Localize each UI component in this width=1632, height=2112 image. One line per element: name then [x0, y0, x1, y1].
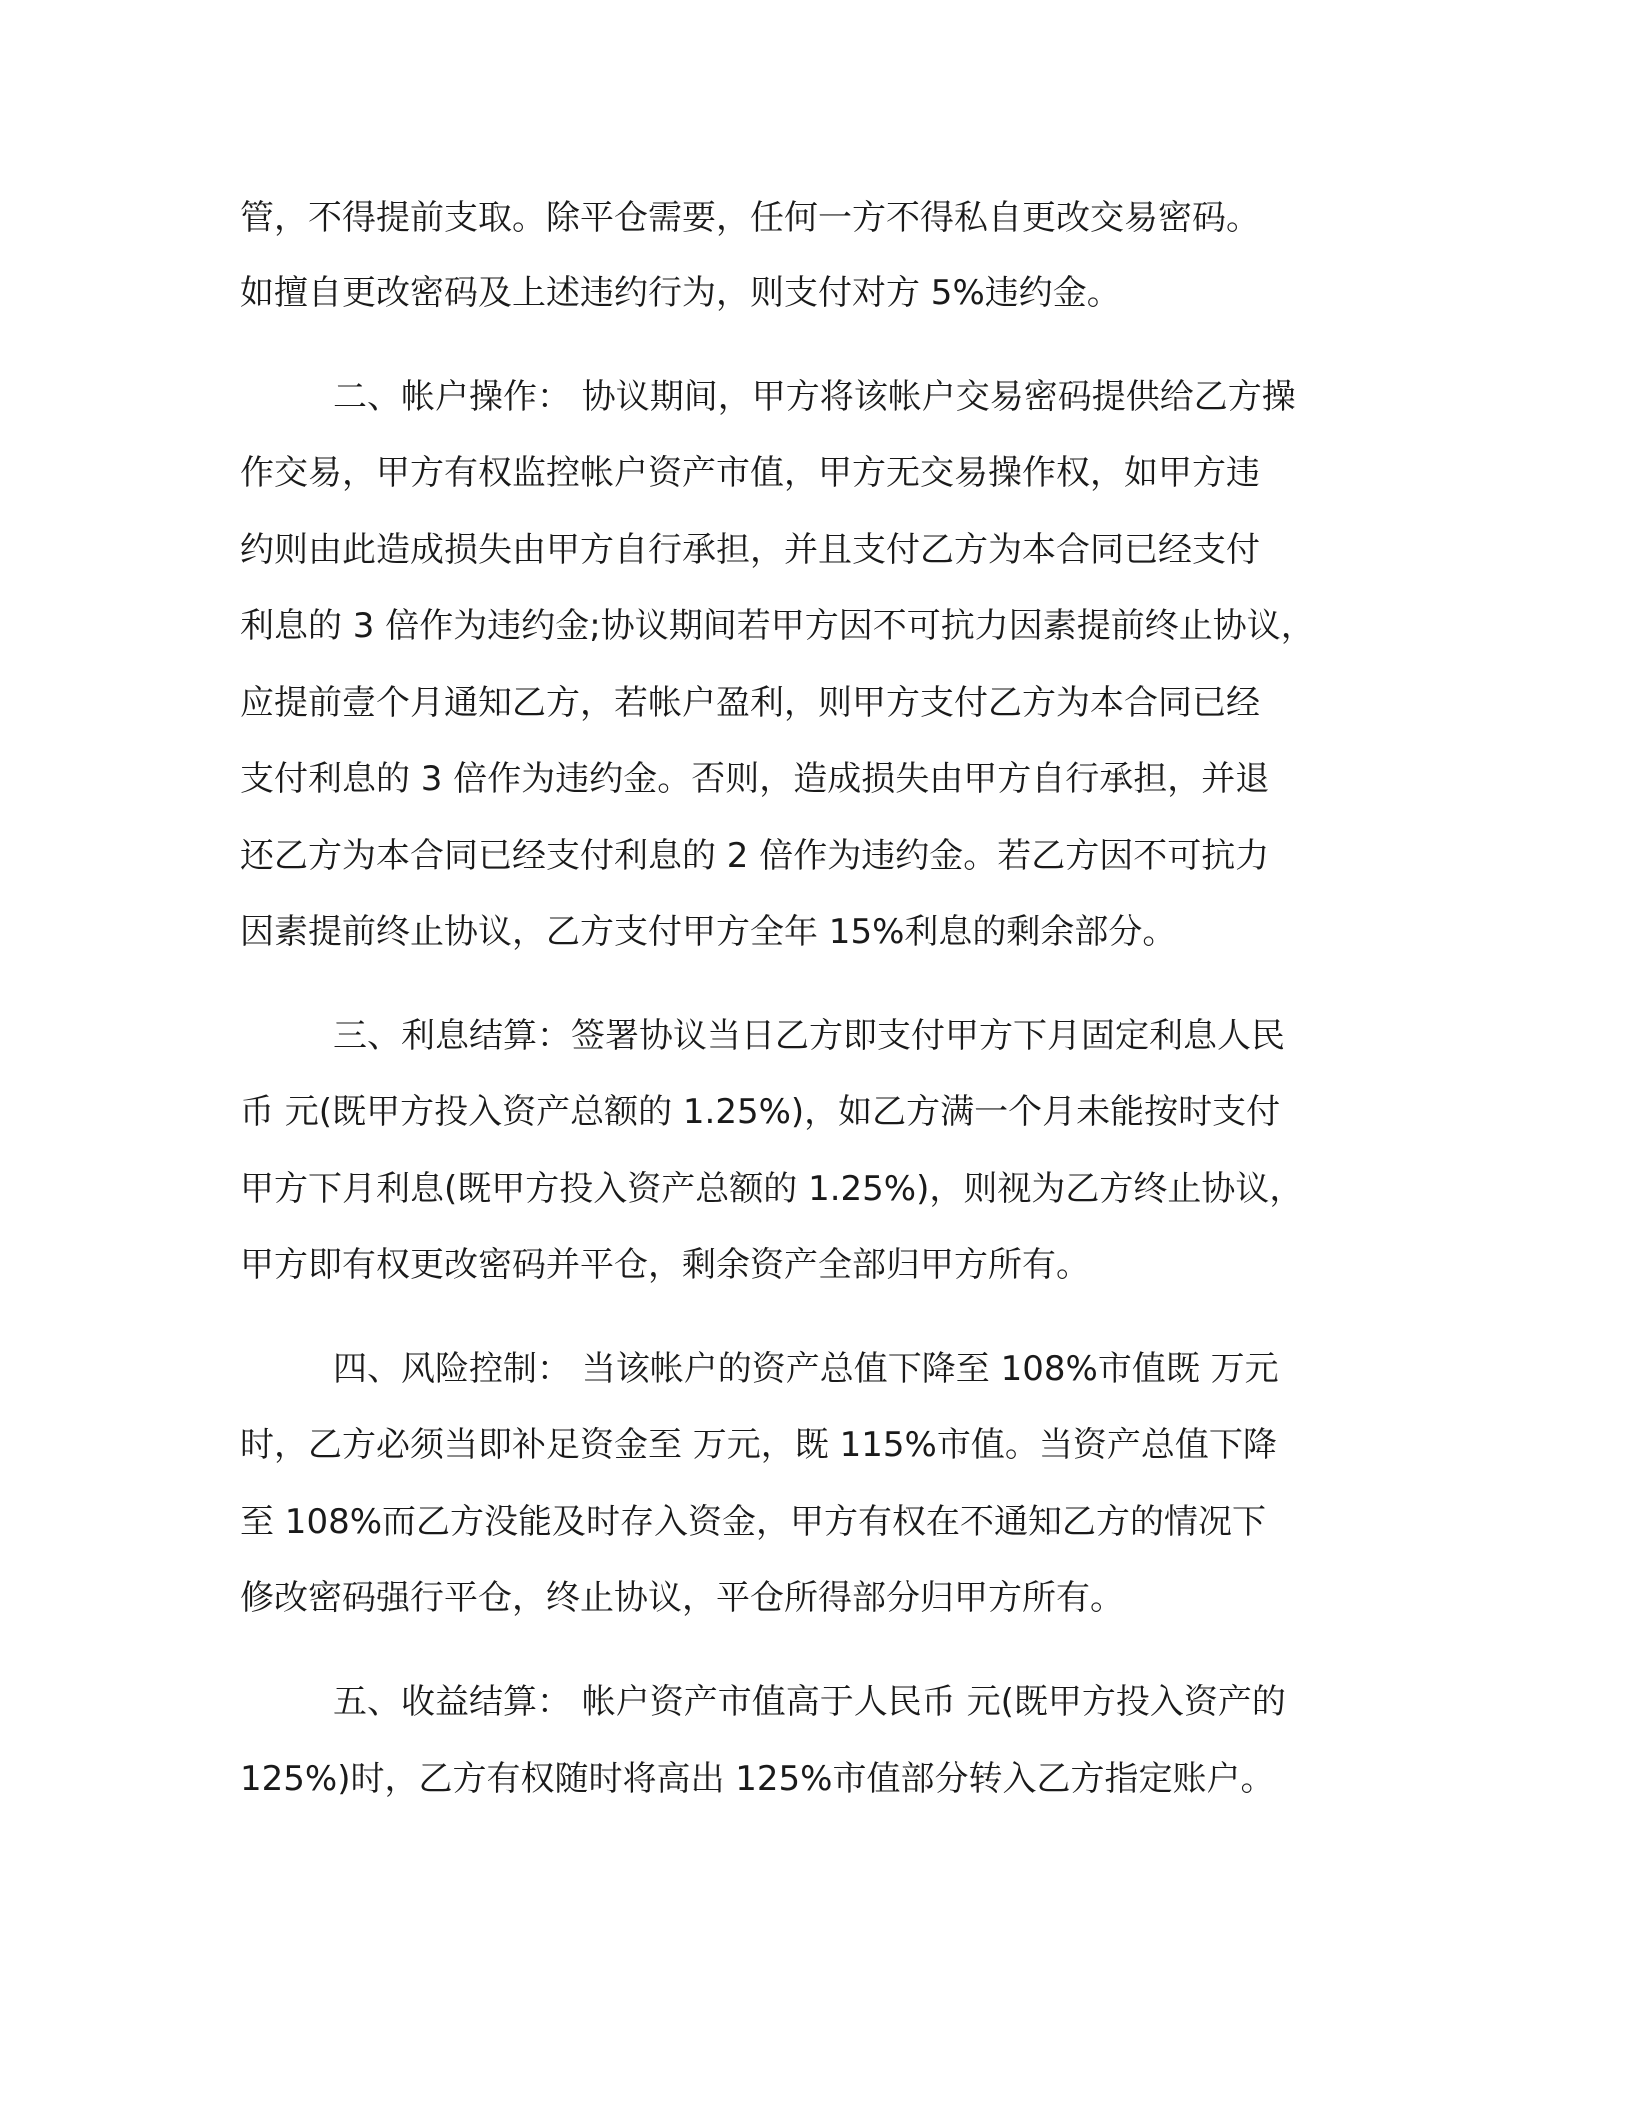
paragraph-4-line-1: 125%)时，乙方有权随时将高出 125%市值部分转入乙方指定账户。 — [240, 1759, 1275, 1799]
paragraph-0-line-0: 管，不得提前支取。除平仓需要，任何一方不得私自更改交易密码。 — [240, 198, 1260, 238]
paragraph-3-line-3: 修改密码强行平仓，终止协议，平仓所得部分归甲方所有。 — [240, 1578, 1124, 1618]
paragraph-1-line-6: 还乙方为本合同已经支付利息的 2 倍作为违约金。若乙方因不可抗力 — [240, 836, 1270, 876]
paragraph-1-line-5: 支付利息的 3 倍作为违约金。否则，造成损失由甲方自行承担，并退 — [240, 759, 1270, 799]
paragraph-1-line-2: 约则由此造成损失由甲方自行承担，并且支付乙方为本合同已经支付 — [240, 530, 1260, 570]
paragraph-1-line-0: 二、帐户操作： 协议期间，甲方将该帐户交易密码提供给乙方操 — [333, 377, 1296, 417]
paragraph-3-line-2: 至 108%而乙方没能及时存入资金，甲方有权在不通知乙方的情况下 — [240, 1502, 1267, 1542]
paragraph-2-line-3: 甲方即有权更改密码并平仓，剩余资产全部归甲方所有。 — [240, 1245, 1090, 1285]
paragraph-4-line-0: 五、收益结算： 帐户资产市值高于人民币 元(既甲方投入资产的 — [333, 1682, 1286, 1722]
paragraph-2-line-0: 三、利息结算：签署协议当日乙方即支付甲方下月固定利息人民 — [333, 1016, 1285, 1056]
paragraph-2-line-1: 币 元(既甲方投入资产总额的 1.25%)，如乙方满一个月未能按时支付 — [240, 1092, 1281, 1132]
paragraph-1-line-4: 应提前壹个月通知乙方，若帐户盈利，则甲方支付乙方为本合同已经 — [240, 683, 1260, 723]
paragraph-0-line-1: 如擅自更改密码及上述违约行为，则支付对方 5%违约金。 — [240, 273, 1121, 313]
paragraph-3-line-0: 四、风险控制： 当该帐户的资产总值下降至 108%市值既 万元 — [333, 1349, 1279, 1389]
paragraph-1-line-7: 因素提前终止协议，乙方支付甲方全年 15%利息的剩余部分。 — [240, 912, 1177, 952]
paragraph-3-line-1: 时，乙方必须当即补足资金至 万元，既 115%市值。当资产总值下降 — [240, 1425, 1277, 1465]
paragraph-1-line-3: 利息的 3 倍作为违约金;协议期间若甲方因不可抗力因素提前终止协议， — [240, 606, 1315, 646]
paragraph-1-line-1: 作交易，甲方有权监控帐户资产市值，甲方无交易操作权，如甲方违 — [240, 453, 1260, 493]
paragraph-2-line-2: 甲方下月利息(既甲方投入资产总额的 1.25%)，则视为乙方终止协议， — [240, 1169, 1304, 1209]
